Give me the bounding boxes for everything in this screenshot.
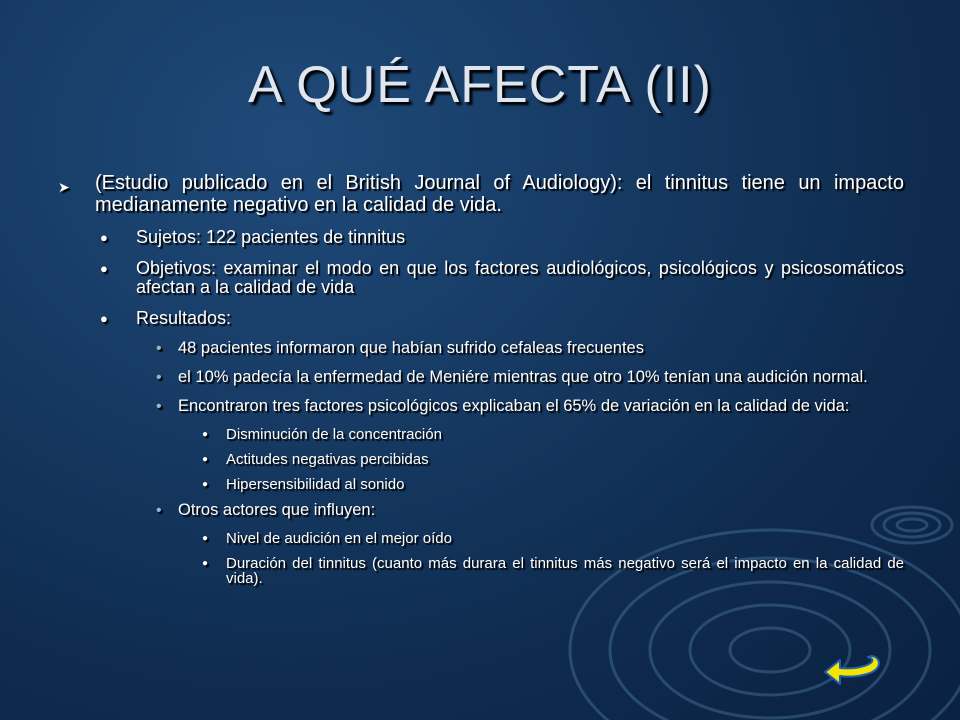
factor-item	[202, 477, 904, 492]
slide-title: A QUÉ AFECTA (II)	[248, 56, 712, 114]
factor-text: Nivel de audición en el mejor oído	[226, 530, 452, 547]
round-bullet-icon: ●	[100, 261, 108, 276]
arrowhead-bullet-icon: ➤	[58, 179, 70, 195]
result-text: 48 pacientes informaron que habían sufrido cefaleas frecuentes	[178, 339, 644, 357]
dot-bullet-icon: •	[156, 369, 162, 386]
resultados-text: Resultados:	[136, 308, 232, 328]
small-round-bullet-icon: ●	[202, 558, 209, 569]
result-text: Otros actores que influyen:	[178, 501, 376, 519]
intro-text: (Estudio publicado en el British Journal of Audiology): el tinnitus tiene un impacto medianamente negativo en la calidad de vida.	[95, 172, 904, 216]
intro-item	[58, 172, 904, 216]
return-arrow-icon[interactable]	[822, 648, 884, 688]
factor-item	[202, 556, 904, 586]
objetivos-item	[100, 259, 904, 297]
objetivos-text: Objetivos: examinar el modo en que los factores audiológicos, psicológicos y psicosomáticos afectan a la calidad de vida	[136, 258, 904, 297]
dot-bullet-icon: •	[156, 502, 162, 519]
factor-item	[202, 427, 904, 442]
result-item	[156, 369, 904, 386]
dot-bullet-icon: •	[156, 340, 162, 357]
factor-text: Duración del tinnitus (cuanto más durara el tinnitus más negativo será el impacto en la calidad de vida).	[226, 555, 904, 587]
sujetos-item	[100, 228, 904, 247]
factor-text: Actitudes negativas percibidas	[226, 451, 429, 468]
factor-item	[202, 452, 904, 467]
factor-text: Disminución de la concentración	[226, 426, 442, 443]
dot-bullet-icon: •	[156, 398, 162, 415]
result-item	[156, 340, 904, 357]
small-round-bullet-icon: ●	[202, 533, 209, 544]
factor-text: Hipersensibilidad al sonido	[226, 476, 405, 493]
result-text: Encontraron tres factores psicológicos explicaban el 65% de variación en la calidad de vida:	[178, 397, 850, 415]
sujetos-text: Sujetos: 122 pacientes de tinnitus	[136, 227, 406, 247]
slide-content	[58, 172, 904, 596]
result-item	[156, 502, 904, 519]
result-item	[156, 398, 904, 415]
small-round-bullet-icon: ●	[202, 429, 209, 440]
round-bullet-icon: ●	[100, 230, 108, 245]
round-bullet-icon: ●	[100, 311, 108, 326]
small-round-bullet-icon: ●	[202, 479, 209, 490]
factor-item	[202, 531, 904, 546]
result-text: el 10% padecía la enfermedad de Meniére mientras que otro 10% tenían una audición normal.	[178, 368, 868, 386]
resultados-item	[100, 309, 904, 328]
small-round-bullet-icon: ●	[202, 454, 209, 465]
